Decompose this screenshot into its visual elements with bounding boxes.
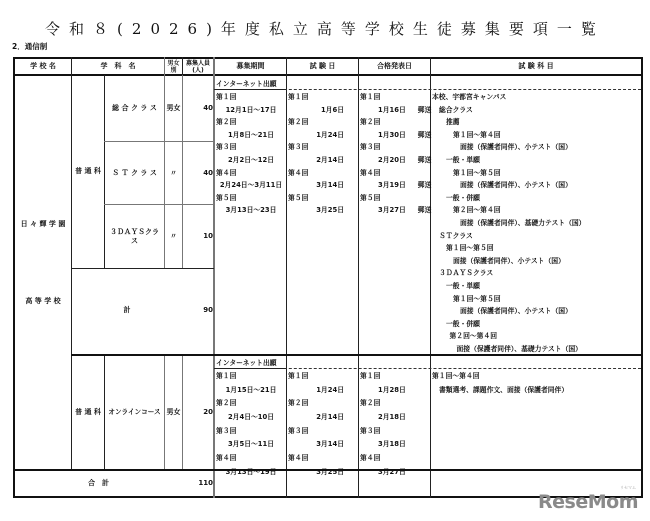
divider (430, 57, 431, 498)
divider (71, 268, 214, 269)
subject-line: 一般・単願 (446, 281, 480, 290)
subject-line: 面接（保護者同伴）、小テスト（国） (460, 307, 572, 316)
subject-line: 本校、宇都宮キャンパス (432, 93, 507, 101)
subject-line: 第１回～第４回 (453, 130, 501, 139)
dept-name: 普 通 科 (75, 408, 101, 416)
divider (358, 57, 359, 498)
subject-line: 一般・併願 (446, 193, 480, 202)
application-period: 2月2日～12日 (227, 155, 275, 164)
exam-date: 1月24日 (316, 385, 344, 394)
subject-line: 第１回～第５回 (453, 294, 501, 303)
application-period: 1月15日～21日 (225, 385, 277, 394)
dept-name: 普 通 科 (75, 167, 101, 175)
class-capacity: 10 (203, 232, 213, 240)
header-dept: 学 科 名 (100, 62, 136, 70)
result-date: 2月18日 (378, 413, 406, 422)
course-capacity: 20 (203, 408, 213, 416)
subject-line: 書類選考、課題作文、面接（保護者同伴） (439, 385, 569, 394)
application-period: 3月13日～19日 (225, 467, 277, 476)
result-line (360, 129, 430, 142)
class-name: ３ＤＡＹＳクラス (110, 227, 159, 245)
class-capacity: 40 (203, 168, 213, 177)
result-date: 3月18日 (378, 440, 406, 449)
header-result-date: 合格発表日 (377, 62, 412, 70)
round-label: 第４回 (216, 454, 237, 463)
result-line (360, 384, 430, 398)
application-method: インターネット出願 (216, 80, 277, 88)
header-capacity: 募集人員(人) (185, 59, 210, 74)
round-label: 第１回 (288, 93, 309, 101)
result-line (360, 411, 430, 425)
header-gender: 男女別 (167, 59, 180, 74)
header-period: 募集期間 (236, 62, 265, 70)
total-label: 合 計 (88, 479, 109, 487)
watermark-small-text: リセマム (620, 485, 636, 490)
notification-method: 郵送 (417, 206, 432, 215)
result-line (360, 204, 430, 217)
subject-line: 第１回～第４回 (432, 372, 480, 380)
divider (214, 89, 286, 90)
result-date: 1月16日 (378, 105, 406, 114)
application-period: 1月8日～21日 (227, 130, 275, 139)
header-subjects: 試 験 科 目 (518, 62, 554, 70)
table-border-right (641, 57, 643, 498)
subjects-column (432, 370, 640, 397)
round-label: 第３回 (216, 143, 237, 152)
round-label: 第１回 (216, 372, 237, 380)
subjects-column (432, 91, 640, 355)
round-label: 第１回 (360, 372, 381, 380)
round-label: 第２回 (216, 399, 237, 408)
subject-line: 面接（保護者同伴）、小テスト（国） (460, 181, 572, 190)
result-date: 3月19日 (378, 181, 406, 190)
exam-date: 1月24日 (316, 130, 344, 139)
application-period: 12月1日～17日 (225, 105, 277, 114)
subject-line: 第１回～第５回 (453, 168, 501, 177)
section-subtitle: 2．通信制 (12, 42, 48, 51)
round-label: 第４回 (216, 168, 237, 177)
result-date-column (360, 370, 430, 480)
subject-line: 面接（保護者同伴）、基礎力テスト（国） (460, 218, 586, 227)
resemom-logo: ReseMom (538, 491, 638, 513)
subject-line: 総合クラス (439, 105, 473, 114)
round-label: 第２回 (360, 118, 381, 127)
exam-date: 3月25日 (316, 467, 344, 476)
round-label: 第３回 (360, 143, 381, 152)
table-border-left (13, 57, 15, 498)
round-label: 第４回 (288, 168, 309, 177)
application-period: 2月4日～10日 (227, 413, 275, 422)
application-period: 3月5日～11日 (227, 440, 275, 449)
subject-line: 一般・併願 (446, 319, 480, 328)
exam-date: 3月14日 (316, 181, 344, 190)
notification-method: 郵送 (417, 105, 432, 114)
subject-line: 面接（保護者同伴）、小テスト（国） (453, 256, 565, 265)
subtotal-value: 90 (203, 305, 213, 314)
exam-date: 3月14日 (316, 440, 344, 449)
notification-method: 郵送 (417, 155, 432, 164)
notification-method: 郵送 (417, 130, 432, 139)
total-value: 110 (198, 479, 213, 487)
course-gender: 男女 (166, 408, 181, 416)
round-label: 第１回 (288, 372, 309, 380)
round-label: 第４回 (360, 454, 381, 463)
result-date: 3月27日 (378, 206, 406, 215)
application-period: 2月24日～3月11日 (219, 181, 283, 190)
subject-line: 面接（保護者同伴）、小テスト（国） (460, 143, 572, 152)
round-label: 第１回 (216, 93, 237, 101)
header-school: 学 校 名 (30, 62, 56, 70)
result-date: 1月28日 (378, 385, 406, 394)
exam-date-column (288, 370, 358, 480)
result-line (360, 154, 430, 167)
class-gender: 〃 (170, 168, 177, 177)
exam-date: 1月6日 (320, 105, 344, 114)
divider (214, 368, 286, 369)
page-title: 令和８(2026)年度私立高等学校生徒募集要項一覧 (45, 20, 605, 38)
header-exam-date: 試 験 日 (309, 62, 336, 70)
round-label: 第５回 (216, 193, 237, 202)
round-label: 第２回 (288, 399, 309, 408)
subject-line: 一般・単願 (446, 155, 480, 164)
class-name: Ｓ Ｔ ク ラ ス (112, 168, 157, 177)
round-label: 第２回 (360, 399, 381, 408)
subject-line: 推薦 (446, 118, 460, 127)
result-date-column (360, 91, 430, 217)
course-name: オンラインコース (108, 408, 161, 416)
result-line (360, 466, 430, 480)
round-label: 第１回 (360, 93, 381, 101)
round-label: 第５回 (360, 193, 381, 202)
period-column (216, 91, 286, 217)
period-column (216, 370, 286, 480)
result-line (360, 179, 430, 192)
class-gender: 〃 (170, 232, 177, 240)
round-label: 第３回 (216, 426, 237, 435)
exam-date: 3月25日 (316, 206, 344, 215)
divider (286, 57, 287, 498)
result-date: 3月27日 (378, 467, 406, 476)
subject-line: 面接（保護者同伴）、基礎力テスト（国） (456, 344, 582, 353)
subtotal-label: 計 (123, 305, 131, 314)
school-name-line1: 日 々 輝 学 園 (20, 219, 66, 228)
result-line (360, 104, 430, 117)
round-label: 第３回 (288, 143, 309, 152)
subject-line: ＳＴクラス (439, 231, 473, 240)
round-label: 第２回 (216, 118, 237, 127)
result-date: 1月30日 (378, 130, 406, 139)
round-label: 第３回 (288, 426, 309, 435)
class-name: 総 合 ク ラ ス (112, 104, 157, 112)
result-date: 2月20日 (378, 155, 406, 164)
round-label: 第４回 (360, 168, 381, 177)
application-period: 3月13日～23日 (225, 206, 277, 215)
subject-line: 第２回～第４回 (449, 332, 498, 341)
round-label: 第４回 (288, 454, 309, 463)
application-method: インターネット出願 (216, 359, 277, 367)
divider (213, 57, 215, 498)
notification-method: 郵送 (417, 181, 432, 190)
exam-date: 2月14日 (316, 155, 344, 164)
round-label: 第２回 (288, 118, 309, 127)
class-gender: 男女 (166, 104, 181, 112)
subject-line: ３ＤＡＹＳクラス (439, 269, 494, 278)
exam-date: 2月14日 (316, 413, 344, 422)
exam-date-column (288, 91, 358, 217)
class-capacity: 40 (203, 104, 213, 112)
result-line (360, 438, 430, 452)
subject-line: 第２回～第４回 (453, 206, 501, 215)
school-name-line2: 高 等 学 校 (25, 296, 61, 305)
subject-line: 第１回～第５回 (446, 244, 494, 253)
round-label: 第３回 (360, 426, 381, 435)
round-label: 第５回 (288, 193, 309, 202)
